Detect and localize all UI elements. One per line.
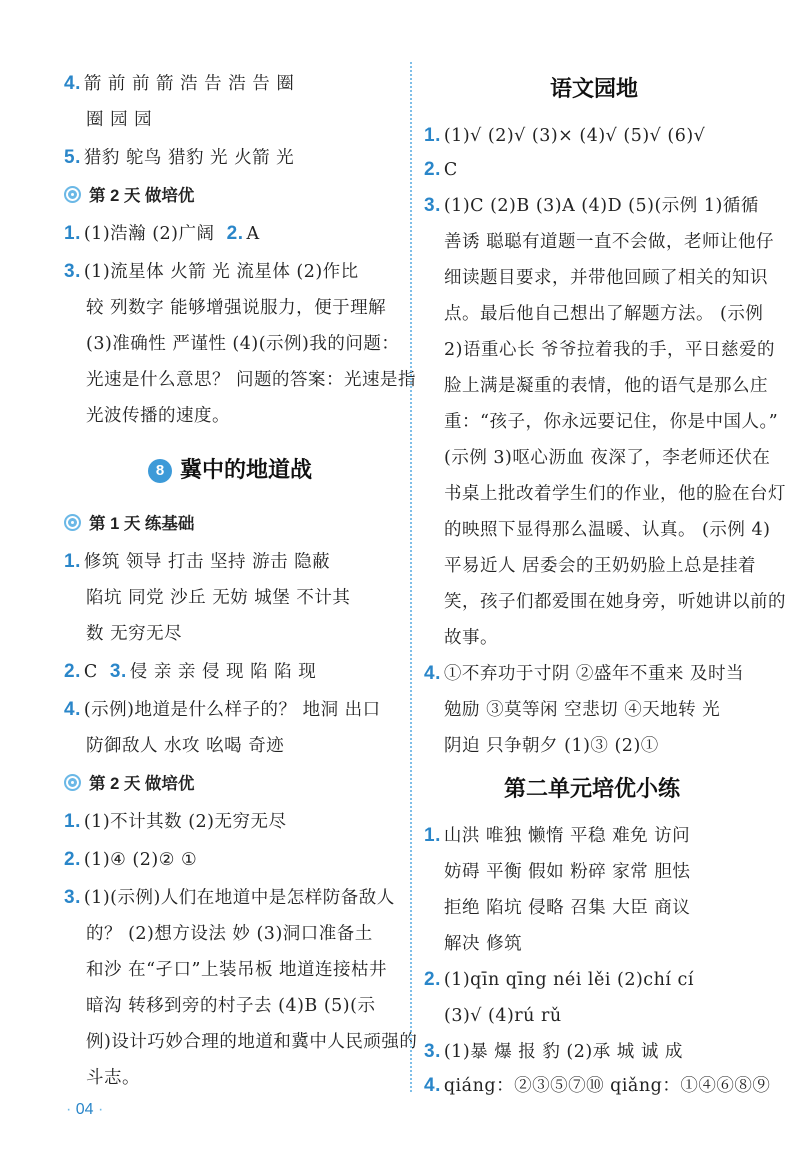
answer-line: 笑，孩子们都爱围在她身旁，听她讲以前的 [444,592,786,612]
answer-line: 4. ①不弃功于寸阴 ②盛年不重来 及时当 [424,663,744,684]
answer-line: 5. 猎豹 鸵鸟 猎豹 光 火箭 光 [64,147,295,168]
answer-line: 勉励 ③莫等闲 空悲切 ④天地转 光 [444,700,721,720]
answer-line: (示例 3)呕心沥血 夜深了，李老师还伏在 [444,448,771,468]
answer-line: (3)√ (4)rú rǔ [444,1006,562,1026]
answer-line: 4. 箭 前 前 箭 浩 告 浩 告 圈 [64,73,295,94]
answer-line: 圈 园 园 [86,110,153,130]
answer-line: 脸上满是凝重的表情，他的语气是那么庄 [444,376,768,396]
answer-line: 光速是什么意思？ 问题的答案：光速是指 [86,370,417,390]
answer-line: 的映照下显得那么温暖、认真。 (示例 4) [444,520,771,540]
answer-line: 2. (1)qīn qīng néi lěi (2)chí cí [424,969,694,990]
answer-line: 1. 修筑 领导 打击 坚持 游击 隐蔽 [64,551,331,572]
answer-line: 暗沟 转移到旁的村子去 (4)B (5)(示 [86,996,376,1016]
section-heading: 第 1 天 练基础 [64,512,194,536]
answer-line: 光波传播的速度。 [86,406,230,426]
answer-line: 重：“孩子，你永远要记住，你是中国人。” [444,412,779,432]
answer-line: 的？ (2)想方设法 妙 (3)洞口准备土 [86,924,373,944]
answer-line: 1. 山洪 唯独 懒惰 平稳 难免 访问 [424,825,691,846]
answer-line: 3. (1)(示例)人们在地道中是怎样防备敌人 [64,887,395,908]
page-number: · 04 · [66,1101,104,1118]
answer-line: 善诱 聪聪有道题一直不会做，老师让他仔 [444,232,775,252]
section-heading: 第 2 天 做培优 [64,184,194,208]
answer-line: 2. C [424,159,458,180]
answer-line: 3. (1)C (2)B (3)A (4)D (5)(示例 1)循循 [424,195,759,216]
answer-line: 2. (1)④ (2)② ① [64,849,198,870]
answer-line: 阴迫 只争朝夕 (1)③ (2)① [444,736,659,756]
answer-line: 故事。 [444,628,498,648]
answer-line: 4. (示例)地道是什么样子的？ 地洞 出口 [64,699,381,720]
section-title: 语文园地 [550,76,639,101]
answer-line: 数 无穷无尽 [86,624,183,644]
answer-line: 1. (1)浩瀚 (2)广阔 2. A [64,223,260,244]
lesson-number-badge: 8 [148,459,172,483]
section-ring-icon [64,514,81,531]
answer-line: 陷坑 同党 沙丘 无妨 城堡 不计其 [86,588,351,608]
section-ring-icon [64,774,81,791]
answer-line: 3. (1)暴 爆 报 豹 (2)承 城 诚 成 [424,1041,683,1062]
answer-line: (3)准确性 严谨性 (4)(示例)我的问题： [86,334,400,354]
section-title: 第二单元培优小练 [504,776,681,801]
answer-line: 2)语重心长 爷爷拉着我的手，平日慈爱的 [444,340,776,360]
answer-line: 解决 修筑 [444,934,523,954]
answer-line: 平易近人 居委会的王奶奶脸上总是挂着 [444,556,757,576]
answer-line: 斗志。 [86,1068,140,1088]
answer-line: 细读题目要求，并带他回顾了相关的知识 [444,268,768,288]
answer-line: 点。最后他自己想出了解题方法。 (示例 [444,304,764,324]
section-ring-icon [64,186,81,203]
answer-line: 2. C 3. 侵 亲 亲 侵 现 陷 陷 现 [64,661,317,682]
answer-line: 妨碍 平衡 假如 粉碎 家常 胆怯 [444,862,691,882]
lesson-title: 8 冀中的地道战 [148,455,312,485]
answer-line: 拒绝 陷坑 侵略 召集 大臣 商议 [444,898,691,918]
answer-line: 4. qiáng：②③⑤⑦⑩ qiǎng：①④⑥⑧⑨ [424,1075,771,1096]
column-divider [410,62,412,1092]
answer-line: 和沙 在“孑口”上装吊板 地道连接枯井 [86,960,388,980]
answer-line: 例)设计巧妙合理的地道和冀中人民顽强的 [86,1032,418,1052]
answer-line: 3. (1)流星体 火箭 光 流星体 (2)作比 [64,261,359,282]
answer-line: 较 列数字 能够增强说服力，便于理解 [86,298,387,318]
answer-line: 书桌上批改着学生们的作业，他的脸在台灯 [444,484,786,504]
answer-line: 1. (1)不计其数 (2)无穷无尽 [64,811,287,832]
section-heading: 第 2 天 做培优 [64,772,194,796]
answer-line: 1. (1)√ (2)√ (3)× (4)√ (5)√ (6)√ [424,125,706,146]
answer-line: 防御敌人 水攻 吆喝 奇迹 [86,736,285,756]
